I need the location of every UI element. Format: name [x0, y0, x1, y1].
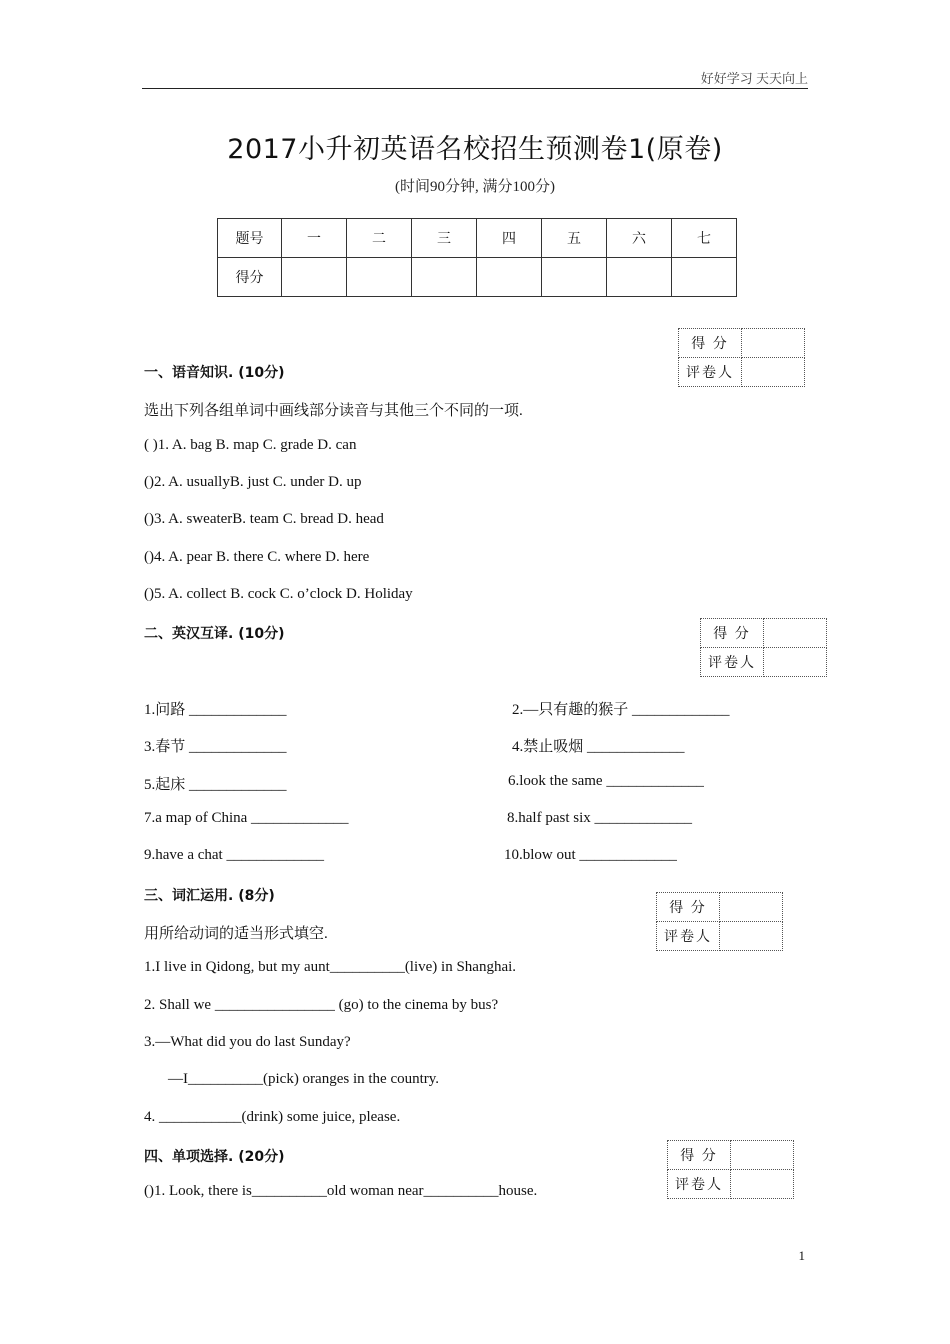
grader-box-section-1: [678, 328, 805, 387]
score-table-cell: 四: [477, 219, 542, 258]
section-1-heading: 一、语音知识. (10分): [144, 365, 285, 381]
translation-item: 10.blow out _____________: [504, 847, 677, 863]
fill-blank-item: 2. Shall we ________________ (go) to the cinema by bus?: [144, 997, 499, 1013]
question-item: ()5. A. collect B. cock C. o’clock D. Holiday: [144, 586, 413, 602]
section-1-instruction: 选出下列各组单词中画线部分读音与其他三个不同的一项.: [144, 403, 523, 419]
score-entry-cell: [282, 258, 347, 297]
question-item: ()4. A. pear B. there C. where D. here: [144, 549, 370, 565]
translation-item: 7.a map of China _____________: [144, 810, 349, 826]
fill-blank-item: —I__________(pick) oranges in the country.: [168, 1071, 440, 1087]
fill-blank-item: 4. ___________(drink) some juice, please.: [144, 1109, 401, 1125]
grader-box-section-2: [700, 618, 827, 677]
score-entry-cell: [672, 258, 737, 297]
fill-blank-item: 3.—What did you do last Sunday?: [144, 1034, 351, 1050]
score-table-cell: 三: [412, 219, 477, 258]
page-number: 1: [798, 1248, 805, 1263]
grader-score-cell: [742, 329, 805, 358]
grader-score-label: 得 分: [668, 1141, 731, 1170]
grader-box-section-3: [656, 892, 783, 951]
grader-score-label: 得 分: [701, 619, 764, 648]
header-motto: 好好学习 天天向上: [700, 71, 808, 86]
section-4-heading: 四、单项选择. (20分): [144, 1149, 285, 1165]
score-entry-cell: [412, 258, 477, 297]
grader-score-cell: [764, 619, 827, 648]
grader-score-label: 得 分: [679, 329, 742, 358]
fill-blank-item: 1.I live in Qidong, but my aunt__________(live) in Shanghai.: [144, 959, 517, 975]
question-item: ()3. A. sweaterB. team C. bread D. head: [144, 511, 384, 527]
grader-reviewer-cell: [764, 648, 827, 677]
grader-reviewer-label: 评卷人: [657, 922, 720, 951]
translation-item: 1.问路 _____________: [144, 702, 287, 718]
score-table-cell: 二: [347, 219, 412, 258]
grader-score-cell: [731, 1141, 794, 1170]
page-title: 2017小升初英语名校招生预测卷1(原卷): [227, 134, 723, 165]
translation-item: 9.have a chat _____________: [144, 847, 324, 863]
score-table-cell: 得分: [218, 258, 282, 297]
page-subtitle: (时间90分钟, 满分100分): [395, 179, 555, 195]
score-entry-cell: [477, 258, 542, 297]
question-item: ()2. A. usuallyB. just C. under D. up: [144, 474, 362, 490]
section-3-instruction: 用所给动词的适当形式填空.: [144, 926, 328, 942]
section-2-heading: 二、英汉互译. (10分): [144, 626, 285, 642]
score-table-cell: 题号: [218, 219, 282, 258]
grader-reviewer-cell: [742, 358, 805, 387]
score-entry-cell: [542, 258, 607, 297]
translation-item: 3.春节 _____________: [144, 739, 287, 755]
choice-item: ()1. Look, there is__________old woman near__________house.: [144, 1183, 538, 1199]
score-table-cell: 五: [542, 219, 607, 258]
grader-reviewer-cell: [731, 1170, 794, 1199]
translation-item: 2.—只有趣的猴子 _____________: [512, 702, 730, 718]
grader-reviewer-cell: [720, 922, 783, 951]
translation-item: 5.起床 _____________: [144, 777, 287, 793]
grader-score-cell: [720, 893, 783, 922]
score-table-cell: 一: [282, 219, 347, 258]
grader-reviewer-label: 评卷人: [679, 358, 742, 387]
score-table: [217, 218, 737, 297]
question-item: ( )1. A. bag B. map C. grade D. can: [144, 437, 357, 453]
score-table-cell: 七: [672, 219, 737, 258]
score-table-cell: 六: [607, 219, 672, 258]
score-table-score-row: [218, 258, 737, 297]
translation-item: 8.half past six _____________: [507, 810, 692, 826]
grader-score-label: 得 分: [657, 893, 720, 922]
score-entry-cell: [347, 258, 412, 297]
grader-box-section-4: [667, 1140, 794, 1199]
score-entry-cell: [607, 258, 672, 297]
translation-item: 6.look the same _____________: [508, 773, 704, 789]
section-3-heading: 三、词汇运用. (8分): [144, 888, 275, 904]
grader-reviewer-label: 评卷人: [701, 648, 764, 677]
score-table-header-row: [218, 219, 737, 258]
grader-reviewer-label: 评卷人: [668, 1170, 731, 1199]
header-divider: [142, 88, 808, 89]
translation-item: 4.禁止吸烟 _____________: [512, 739, 685, 755]
